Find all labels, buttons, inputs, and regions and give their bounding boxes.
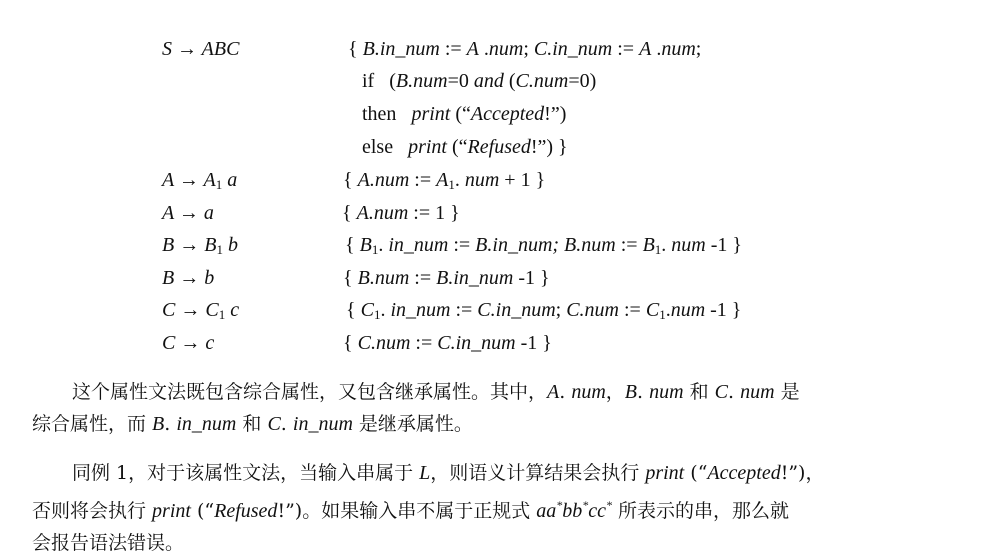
semantic-action: { B.num := B.in_num -1 } [343, 267, 550, 289]
paragraph-line: 否则将会执行 print (“Refused!”)。如果输入串不属于正规式 aa*bb*cc* 所表示的串，那么就 [32, 498, 790, 522]
semantic-action-line: then print (“Accepted!”) [362, 103, 567, 125]
semantic-action-line: { B.in_num := A .num; C.in_num := A .num; [348, 38, 702, 60]
semantic-action: { A.num := $A_1$. num + 1 } [343, 169, 546, 192]
paragraph-line: 综合属性，而 B. in_num 和 C. in_num 是继承属性。 [32, 413, 473, 435]
paragraph-line: 同例 1，对于该属性文法，当输入串属于 L，则语义计算结果会执行 print (“Accepted!”)， [72, 462, 825, 484]
semantic-action: { $C_1$. in_num := C.in_num; C.num := $C_1.num$ -1 } [346, 299, 742, 322]
production-lhs: $B \to B_1$ b [162, 234, 238, 257]
semantic-action-line: else print (“Refused!”) } [362, 136, 568, 158]
paragraph-evaluation-result [32, 457, 912, 559]
production-lhs: C → c [162, 332, 215, 354]
paragraph-line: 会报告语法错误。 [32, 532, 185, 554]
semantic-action: { C.num := C.in_num -1 } [343, 332, 552, 354]
production-lhs: S → ABC [162, 38, 240, 60]
semantic-action-line: if (B.num=0 and (C.num=0) [362, 70, 597, 92]
paragraph-line: 这个属性文法既包含综合属性，又包含继承属性。其中，A. num，B. num 和 C. num 是 [72, 381, 800, 403]
production-lhs: $C \to C_1$ c [162, 299, 240, 322]
production-lhs: B → b [162, 267, 215, 289]
semantic-action: { $B_1$. in_num := B.in_num; B.num := $B_1$. num -1 } [345, 234, 742, 257]
paragraph-attribute-types [32, 376, 912, 440]
production-lhs: $A \to A_1$ a [162, 169, 238, 192]
semantic-action: { A.num := 1 } [342, 202, 460, 224]
production-lhs: A → a [162, 202, 214, 224]
